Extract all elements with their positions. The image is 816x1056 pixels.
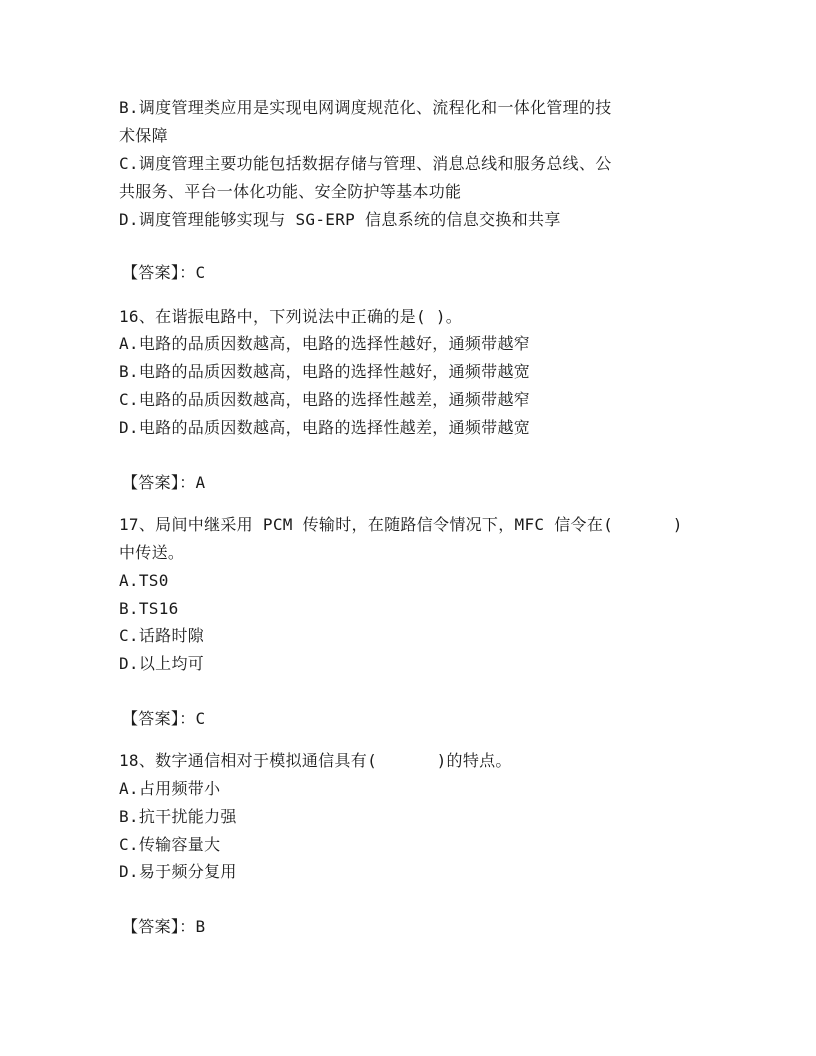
- q16-option-b: B.电路的品质因数越高，电路的选择性越好，通频带越宽: [119, 362, 531, 381]
- q16-option-c: C.电路的品质因数越高，电路的选择性越差，通频带越窄: [119, 390, 531, 409]
- prev-option-b-line2: 术保障: [119, 126, 168, 145]
- prev-option-d: D.调度管理能够实现与 SG-ERP 信息系统的信息交换和共享: [119, 210, 561, 229]
- q16-option-d: D.电路的品质因数越高，电路的选择性越差，通频带越宽: [119, 418, 531, 437]
- q18-answer: 【答案】：B: [122, 917, 206, 936]
- q18-option-a: A.占用频带小: [119, 779, 221, 798]
- q16-option-a: A.电路的品质因数越高，电路的选择性越好，通频带越窄: [119, 334, 531, 353]
- prev-option-c-line2: 共服务、平台一体化功能、安全防护等基本功能: [119, 182, 462, 201]
- q16-stem: 16、在谐振电路中，下列说法中正确的是( )。: [119, 307, 463, 326]
- q17-option-a: A.TS0: [119, 571, 169, 590]
- q18-option-d: D.易于频分复用: [119, 862, 237, 881]
- q18-stem: 18、数字通信相对于模拟通信具有( )的特点。: [119, 751, 512, 770]
- prev-answer: 【答案】：C: [122, 263, 206, 282]
- q17-option-c: C.话路时隙: [119, 626, 205, 645]
- prev-option-b-line1: B.调度管理类应用是实现电网调度规范化、流程化和一体化管理的技: [119, 98, 612, 117]
- q17-answer: 【答案】：C: [122, 709, 206, 728]
- q17-stem-line2: 中传送。: [119, 543, 185, 562]
- q17-stem-line1: 17、局间中继采用 PCM 传输时，在随路信令情况下，MFC 信令在( ): [119, 515, 683, 534]
- q18-option-b: B.抗干扰能力强: [119, 807, 237, 826]
- prev-option-c-line1: C.调度管理主要功能包括数据存储与管理、消息总线和服务总线、公: [119, 154, 612, 173]
- q17-option-d: D.以上均可: [119, 654, 205, 673]
- q18-option-c: C.传输容量大: [119, 835, 221, 854]
- q17-option-b: B.TS16: [119, 599, 179, 618]
- q16-answer: 【答案】：A: [122, 473, 206, 492]
